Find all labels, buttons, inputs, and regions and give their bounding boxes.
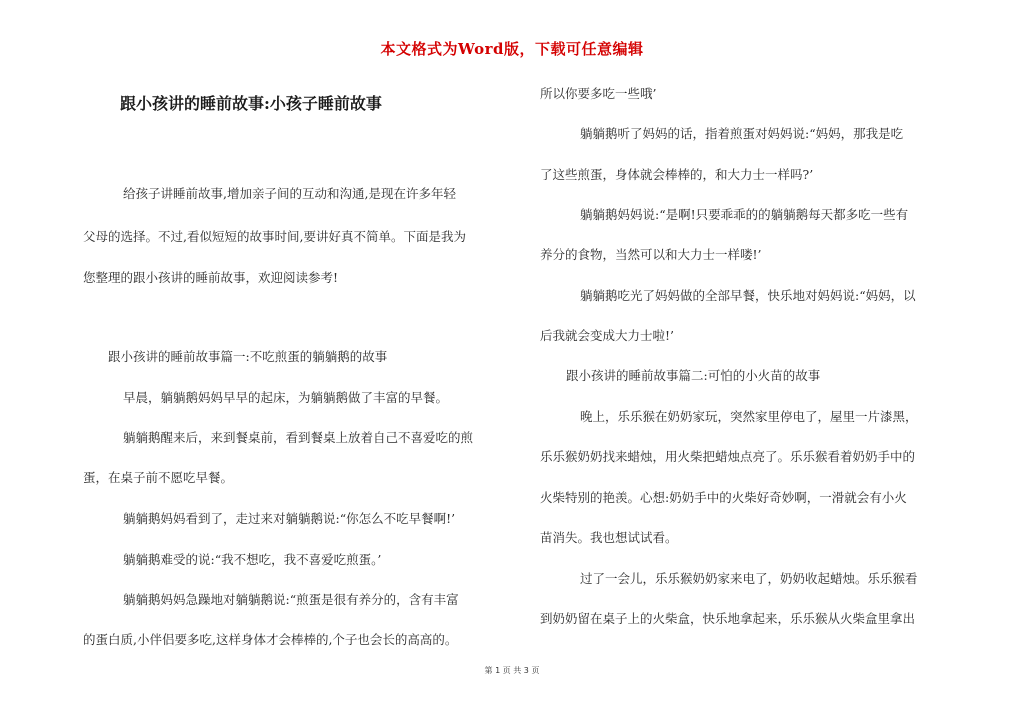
right-line-4: 躺躺鹅妈妈说:“是啊!只要乖乖的的躺躺鹅每天都多吃一些有 bbox=[580, 207, 909, 222]
left-section-heading-1: 跟小孩讲的睡前故事篇一:不吃煎蛋的躺躺鹅的故事 bbox=[108, 349, 388, 364]
right-line-13: 过了一会儿，乐乐猴奶奶家来电了，奶奶收起蜡烛。乐乐猴看 bbox=[580, 571, 918, 586]
right-line-7: 后我就会变成大力士啦!’ bbox=[540, 328, 674, 343]
document-title: 跟小孩讲的睡前故事:小孩子睡前故事 bbox=[120, 94, 382, 113]
left-line-11: 的蛋白质,小伴侣要多吃,这样身体才会棒棒的,个子也会长的高高的。 bbox=[83, 632, 458, 647]
left-line-2: 父母的选择。不过,看似短短的故事时间,要讲好真不简单。下面是我为 bbox=[83, 229, 466, 244]
left-line-8: 躺躺鹅妈妈看到了，走过来对躺躺鹅说:“你怎么不吃早餐啊!’ bbox=[123, 511, 456, 526]
left-line-10: 躺躺鹅妈妈急躁地对躺躺鹅说:“煎蛋是很有养分的，含有丰富 bbox=[123, 592, 459, 607]
left-line-6: 躺躺鹅醒来后，来到餐桌前，看到餐桌上放着自己不喜爱吃的煎 bbox=[123, 430, 474, 445]
left-line-7: 蛋，在桌子前不愿吃早餐。 bbox=[83, 470, 234, 485]
document-banner: 本文格式为Word版，下载可任意编辑 bbox=[380, 40, 644, 58]
right-line-3: 了这些煎蛋，身体就会棒棒的，和大力士一样吗?’ bbox=[540, 167, 814, 182]
right-line-5: 养分的食物，当然可以和大力士一样喽!’ bbox=[540, 247, 762, 262]
right-section-heading-2: 跟小孩讲的睡前故事篇二:可怕的小火苗的故事 bbox=[566, 368, 821, 383]
right-line-12: 苗消失。我也想试试看。 bbox=[540, 530, 678, 545]
page-footer: 第 1 页 共 3 页 bbox=[484, 666, 540, 675]
right-line-9: 晚上，乐乐猴在奶奶家玩，突然家里停电了，屋里一片漆黑， bbox=[580, 409, 918, 424]
right-line-14: 到奶奶留在桌子上的火柴盒，快乐地拿起来，乐乐猴从火柴盒里拿出 bbox=[540, 611, 916, 626]
left-line-3: 您整理的跟小孩讲的睡前故事，欢迎阅读参考! bbox=[83, 270, 339, 285]
left-line-5: 早晨，躺躺鹅妈妈早早的起床，为躺躺鹅做了丰富的早餐。 bbox=[123, 390, 449, 405]
right-line-11: 火柴特别的艳羡。心想:奶奶手中的火柴好奇妙啊，一滑就会有小火 bbox=[540, 490, 907, 505]
right-line-10: 乐乐猴奶奶找来蜡烛，用火柴把蜡烛点亮了。乐乐猴看着奶奶手中的 bbox=[540, 449, 916, 464]
left-line-9: 躺躺鹅难受的说:“我不想吃，我不喜爱吃煎蛋。’ bbox=[123, 552, 382, 567]
right-line-6: 躺躺鹅吃光了妈妈做的全部早餐，快乐地对妈妈说:“妈妈，以 bbox=[580, 288, 916, 303]
right-line-1: 所以你要多吃一些哦’ bbox=[540, 86, 657, 101]
right-line-2: 躺躺鹅听了妈妈的话，指着煎蛋对妈妈说:“妈妈，那我是吃 bbox=[580, 126, 904, 141]
left-line-1: 给孩子讲睡前故事,增加亲子间的互动和沟通,是现在许多年轻 bbox=[123, 186, 456, 201]
